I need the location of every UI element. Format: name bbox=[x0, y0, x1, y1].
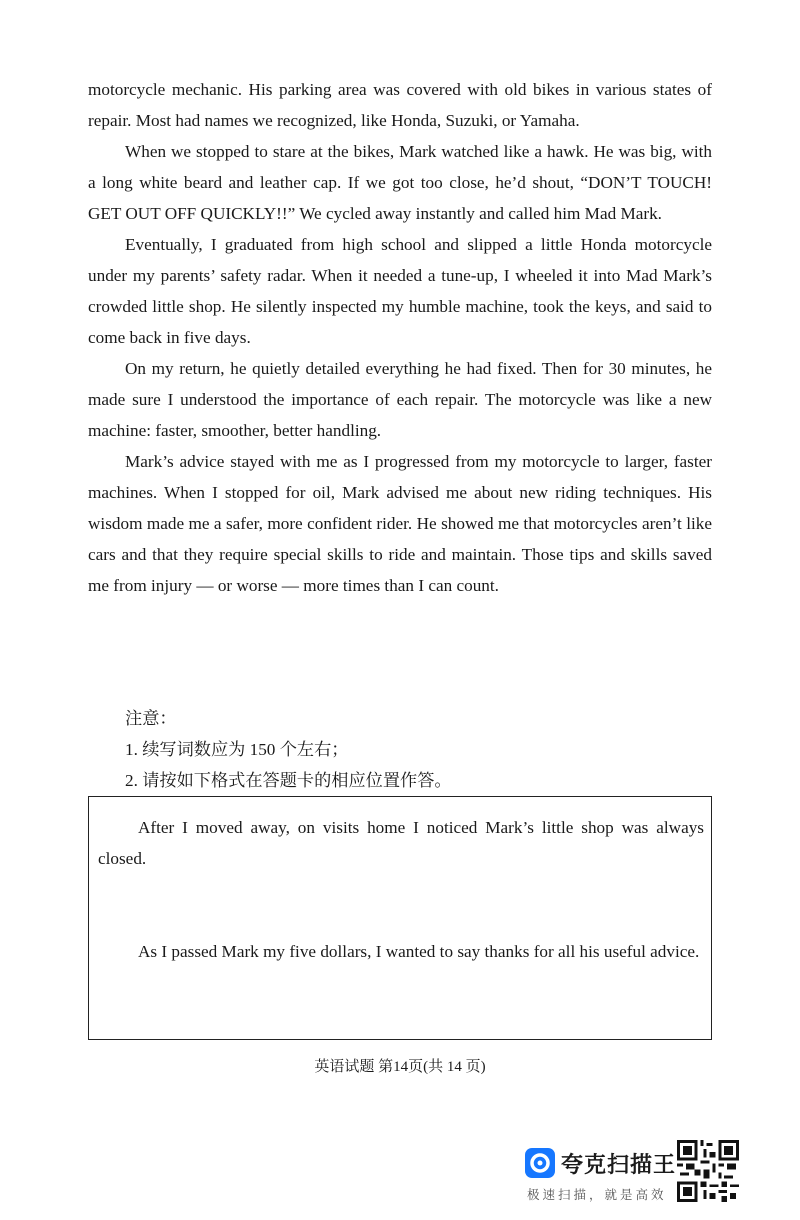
answer-box bbox=[88, 796, 712, 1040]
qr-code-icon bbox=[677, 1140, 739, 1202]
instruction-item: 1. 续写词数应为 150 个左右； bbox=[125, 740, 349, 759]
story-paragraph: Eventually, I graduated from high school and slipped a little Honda motorcycle under my parents’ safety radar. When it needed a tune-up, I wheeled it into Mad Mark’s crowded little shop. He silently inspected my humble machine, took the keys, and said to come back in five days. bbox=[88, 235, 712, 347]
instructions-heading: 注意： bbox=[125, 709, 177, 728]
continuation-prompt-2: As I passed Mark my five dollars, I wanted to say thanks for all his useful advice. bbox=[138, 942, 700, 961]
scanner-watermark bbox=[525, 1140, 740, 1206]
story-text bbox=[88, 74, 712, 601]
scanner-logo-icon bbox=[525, 1148, 555, 1178]
continuation-prompt-1: After I moved away, on visits home I noticed Mark’s little shop was always closed. bbox=[98, 818, 704, 868]
story-paragraph: Mark’s advice stayed with me as I progressed from my motorcycle to larger, faster machines. When I stopped for oil, Mark advised me about new riding techniques. His wisdom made me a safer, more confident rider. He showed me that motorcycles aren’t like cars and that they require special skills to ride and maintain. Those tips and skills saved me from injury — or worse — more times than I can count. bbox=[88, 452, 712, 595]
scanner-slogan: 极速扫描，就是高效 bbox=[527, 1187, 667, 1202]
instruction-item: 2. 请按如下格式在答题卡的相应位置作答。 bbox=[125, 771, 452, 790]
instructions bbox=[125, 703, 452, 796]
scanner-app-name: 夸克扫描王 bbox=[561, 1153, 677, 1178]
story-paragraph: When we stopped to stare at the bikes, Mark watched like a hawk. He was big, with a long white beard and leather cap. If we got too close, he’d shout, “DON’T TOUCH! GET OUT OFF QUICKLY!!” We cycled away instantly and called him Mad Mark. bbox=[88, 142, 712, 223]
story-paragraph: On my return, he quietly detailed everything he had fixed. Then for 30 minutes, he made sure I understood the importance of each repair. The motorcycle was like a new machine: faster, smoother, better handling. bbox=[88, 359, 712, 440]
story-paragraph: motorcycle mechanic. His parking area was covered with old bikes in various states of repair. Most had names we recognized, like Honda, Suzuki, or Yamaha. bbox=[88, 80, 712, 130]
page-footer: 英语试题 第14页(共 14 页) bbox=[314, 1059, 486, 1075]
